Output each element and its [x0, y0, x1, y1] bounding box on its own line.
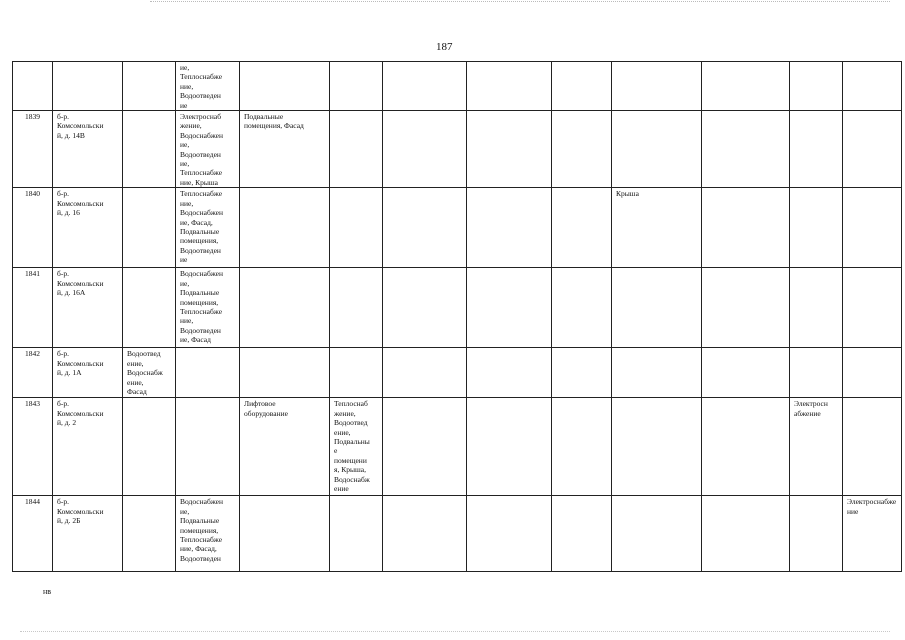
table-cell — [790, 268, 843, 348]
table-cell: Электроснаб жение, Водоснабжен ие, Водоотведен ие, Теплоснабже ние, Крыша — [176, 111, 240, 188]
row-number-cell: 1840 — [13, 188, 53, 268]
row-number-cell: 1843 — [13, 398, 53, 496]
table-cell: Водоснабжен ие, Подвальные помещения, Теплоснабже ние, Водоотведен ие, Фасад — [176, 268, 240, 348]
table-cell — [790, 188, 843, 268]
scan-artifact-bottom — [20, 631, 890, 634]
table-row — [13, 268, 902, 348]
table-cell — [240, 188, 330, 268]
table-row — [13, 62, 902, 111]
table-cell — [702, 62, 790, 111]
table-cell: Подвальные помещения, Фасад — [240, 111, 330, 188]
table-cell — [612, 62, 702, 111]
table-cell — [467, 348, 552, 398]
table-cell: Электроснабжение — [843, 496, 902, 572]
row-number-cell — [13, 62, 53, 111]
table-cell — [552, 111, 612, 188]
table-cell — [383, 496, 467, 572]
table-cell — [240, 348, 330, 398]
table-cell: Водоотвед ение, Водоснабж ение, Фасад — [123, 348, 176, 398]
table-cell — [467, 188, 552, 268]
table-cell — [552, 188, 612, 268]
table-cell — [702, 398, 790, 496]
table-cell — [843, 111, 902, 188]
table-cell — [843, 398, 902, 496]
table-cell — [612, 496, 702, 572]
table-cell — [383, 111, 467, 188]
table-cell — [612, 348, 702, 398]
table-cell: Теплоснабже ние, Водоснабжен ие, Фасад, Подвальные помещения, Водоотведен ие — [176, 188, 240, 268]
table-cell — [552, 348, 612, 398]
table-cell — [467, 496, 552, 572]
table-cell — [123, 188, 176, 268]
table-row — [13, 496, 902, 572]
table-cell — [843, 348, 902, 398]
table-cell: ие, Теплоснабже ние, Водоотведен ие — [176, 62, 240, 111]
table-cell — [123, 398, 176, 496]
table-cell — [123, 268, 176, 348]
row-number-cell: 1839 — [13, 111, 53, 188]
table-cell — [790, 348, 843, 398]
table-cell — [330, 62, 383, 111]
table-cell: Крыша — [612, 188, 702, 268]
footer-mark: нв — [43, 587, 52, 596]
table-cell — [383, 348, 467, 398]
table-cell — [467, 62, 552, 111]
table-cell — [240, 268, 330, 348]
table-row — [13, 188, 902, 268]
page-number: 187 — [436, 41, 453, 53]
table-cell — [383, 398, 467, 496]
table-cell — [702, 111, 790, 188]
table-cell — [330, 268, 383, 348]
table-cell — [240, 62, 330, 111]
address-cell: б-р. Комсомольски й, д. 2 — [53, 398, 123, 496]
address-cell — [53, 62, 123, 111]
table-cell — [843, 188, 902, 268]
table-row — [13, 398, 902, 496]
table-cell — [612, 111, 702, 188]
table-cell — [843, 268, 902, 348]
table-cell: Водоснабжен ие, Подвальные помещения, Теплоснабже ние, Фасад, Водоотведен — [176, 496, 240, 572]
address-cell: б-р. Комсомольски й, д. 14В — [53, 111, 123, 188]
table-cell — [790, 111, 843, 188]
table-cell — [467, 268, 552, 348]
table-cell — [552, 62, 612, 111]
row-number-cell: 1844 — [13, 496, 53, 572]
table-cell — [612, 268, 702, 348]
address-cell: б-р. Комсомольски й, д. 1А — [53, 348, 123, 398]
table-cell — [123, 496, 176, 572]
table-cell — [702, 348, 790, 398]
table-cell: Электросн абжение — [790, 398, 843, 496]
table-cell — [123, 111, 176, 188]
table-cell — [790, 496, 843, 572]
table-cell — [330, 111, 383, 188]
table-cell: Теплоснаб жение, Водоотвед ение, Подвальны е помещени я, Крыша, Водоснабж ение — [330, 398, 383, 496]
table-cell — [383, 62, 467, 111]
table-cell — [330, 188, 383, 268]
scan-artifact-top — [150, 1, 890, 4]
table-cell — [123, 62, 176, 111]
table-cell — [702, 496, 790, 572]
table-cell — [176, 348, 240, 398]
table-cell — [383, 188, 467, 268]
table-cell — [467, 111, 552, 188]
table-cell — [552, 398, 612, 496]
table-cell — [176, 398, 240, 496]
address-cell: б-р. Комсомольски й, д. 16А — [53, 268, 123, 348]
table-cell — [383, 268, 467, 348]
table-cell — [330, 496, 383, 572]
table-row — [13, 348, 902, 398]
table-cell — [240, 496, 330, 572]
table-cell: Лифтовое оборудование — [240, 398, 330, 496]
table-cell — [843, 62, 902, 111]
table-row — [13, 111, 902, 188]
repair-schedule-table — [12, 61, 902, 572]
table-cell — [702, 188, 790, 268]
table-cell — [552, 268, 612, 348]
table-cell — [467, 398, 552, 496]
row-number-cell: 1842 — [13, 348, 53, 398]
row-number-cell: 1841 — [13, 268, 53, 348]
table-cell — [330, 348, 383, 398]
table-cell — [702, 268, 790, 348]
table-cell — [552, 496, 612, 572]
table-cell — [790, 62, 843, 111]
table-cell — [612, 398, 702, 496]
address-cell: б-р. Комсомольски й, д. 16 — [53, 188, 123, 268]
address-cell: б-р. Комсомольски й, д. 2Б — [53, 496, 123, 572]
